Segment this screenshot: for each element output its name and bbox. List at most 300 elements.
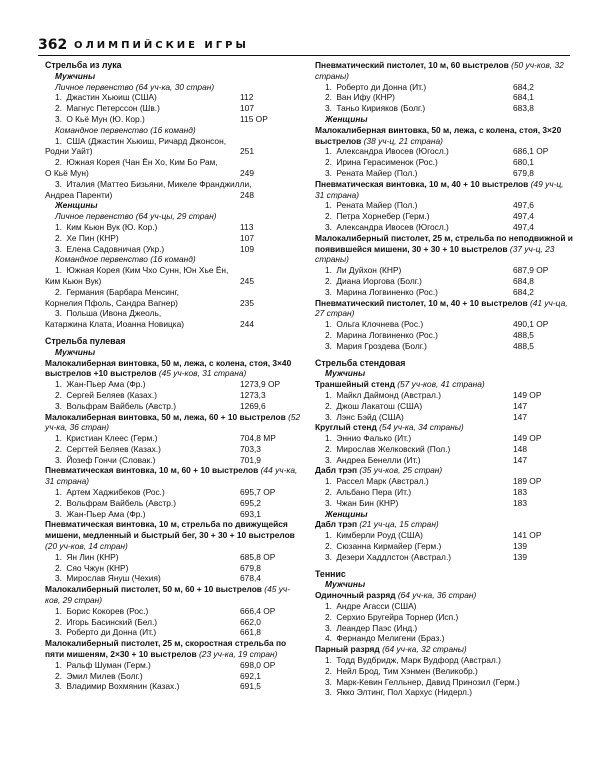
result-name: Вольфрам Вайбель (Австр.) [66,497,177,508]
result-name: Джош Лакатош (США) [336,400,423,411]
result-value: 683,8 [513,103,534,114]
event-participants: (37 уч-ц, 23 страны) [315,243,555,265]
event-heading [315,422,575,433]
event-heading [45,519,305,551]
result-place: 2. [325,443,332,454]
result-place: 3. [325,551,332,562]
gender-heading: Мужчины [325,579,366,590]
result-name: Сюзанна Кирмайер (Герм.) [336,541,442,552]
result-place: 2. [55,497,62,508]
event-title: Малокалиберная винтовка, 50 м, лежа, с колена, стоя, 3×20 выстрелов [315,124,562,146]
result-place: 2. [325,275,332,286]
result-row [45,573,305,584]
result-value: 685,8 ОР [240,551,276,562]
result-row [315,146,575,157]
result-row [315,265,575,276]
result-name: Корнелия Пфоль, Сандра Вагнер) [45,297,178,308]
result-row [45,444,305,455]
result-place: 1. [55,92,62,103]
result-name: Владимир Вохмянин (Казах.) [66,681,180,692]
result-value: 488,5 [513,329,534,340]
event-title: Пневматический пистолет, 10 м, 40 + 10 выстрелов [315,297,528,308]
result-row [45,498,305,509]
result-row [315,412,575,423]
result-place: 3. [55,454,62,465]
result-name: Андре Агасси (США) [336,601,417,612]
result-name: Мирослав Желковский (Пол.) [336,443,451,454]
event-heading [315,179,575,201]
result-name: Южная Корея (Ким Чхо Сунн, Юн Хье Ён, [66,265,229,276]
result-value: 248 [240,189,254,200]
result-row [315,390,575,401]
result-place: 1. [325,265,332,276]
page-number: 362 [38,37,68,53]
result-place: 1. [325,319,332,330]
result-place: 1. [325,476,332,487]
event-title: Малокалиберная винтовка, 50 м, лежа, 60 + 10 выстрелов [45,411,286,422]
result-place: 1. [325,530,332,541]
event-participants: (49 уч-ц, 31 страна) [315,178,564,200]
result-name: Сергей Беляев (Казах.) [66,389,157,400]
result-value: 687,9 ОР [513,265,549,276]
result-place: 2. [325,157,332,168]
result-place: 1. [55,265,62,276]
event-participants: (44 уч-ка, 31 страна) [45,465,298,487]
result-name: Вольфрам Вайбель (Австр.) [66,400,177,411]
result-value: 147 [513,411,527,422]
result-row [45,157,305,168]
result-name: Дезери Хаддлстон (Австрал.) [336,551,452,562]
result-place: 1. [325,655,332,666]
result-place: 1. [325,433,332,444]
result-value: 666,4 ОР [240,605,276,616]
result-value: 189 ОР [513,476,542,487]
event-heading [315,298,575,320]
result-name: Серхио Бругейра Торнер (Исп.) [336,611,459,622]
result-name: Таньо Кирияков (Болг.) [336,103,426,114]
result-value: 680,1 [513,157,534,168]
result-name: Якко Элтинг, Пол Хархус (Нидерл.) [336,687,472,698]
result-place: 2. [55,616,62,627]
result-row [45,265,305,276]
result-row [45,401,305,412]
result-name: Диана Иоргова (Болг.) [336,275,422,286]
result-name: Сергтей Беляев (Казах.) [66,443,161,454]
result-value: 251 [240,146,254,157]
result-value: 488,5 [513,340,534,351]
result-row [315,687,575,698]
result-row [45,379,305,390]
result-value: 679,8 [513,167,534,178]
result-name: Марк-Кевин Гелльнер, Давид Принозил (Герм.) [336,676,520,687]
result-name: Александра Ивосев (Югосл.) [336,221,449,232]
event-participants: (50 уч-ков, 32 страны) [315,60,564,81]
result-row [45,660,305,671]
event-heading [315,644,575,655]
result-place: 1. [55,551,62,562]
result-place: 2. [325,329,332,340]
event-title: Пневматическая винтовка, 10 м, стрельба по движущейся мишени, медленный и быстрый бег, 30 + 30 + 10 выстрелов [45,519,295,541]
result-name: Ким Кьюн Вук (Ю. Кор.) [66,221,158,232]
gender-heading: Мужчины [325,368,366,379]
result-row [315,401,575,412]
result-place: 3. [325,103,332,114]
event-heading [315,125,575,147]
result-place: 2. [325,665,332,676]
result-name: Елена Садовничая (Укр.) [66,243,165,254]
result-value: 662,0 [240,616,261,627]
result-place: 1. [325,81,332,92]
event-title: Малокалиберный пистолет, 25 м, скоростная стрельба по пяти мишеням, 2×30 + 10 выстрелов [45,638,287,660]
result-place: 3. [325,221,332,232]
result-value: 141 ОР [513,530,542,541]
result-name: Хе Пин (КНР) [66,232,119,243]
result-place: 1. [325,200,332,211]
result-value: 249 [240,167,254,178]
result-row [315,103,575,114]
result-place: 2. [55,443,62,454]
result-name: Рената Майер (Пол.) [336,200,418,211]
result-name: США (Джастин Хьюиш, Ричард Джонсон, [66,135,227,146]
event-heading [45,412,305,434]
event-title: Малокалиберная винтовка, 50 м, лежа, с колена, стоя, 3×40 выстрелов +10 выстрелов [45,357,292,379]
result-row [45,617,305,628]
result-place: 3. [325,622,332,633]
result-place: 3. [325,687,332,698]
result-name: Майкл Даймонд (Австрал.) [336,389,442,400]
result-continuation [45,168,305,179]
result-name: Фернандо Мелигени (Браз.) [336,633,445,644]
result-place: 3. [55,681,62,692]
result-continuation [45,319,305,330]
result-name: Польша (Ивона Джеоль, [66,308,162,319]
result-value: 112 [240,92,254,103]
result-place: 2. [325,400,332,411]
result-name: О Кьё Мун) [45,167,89,178]
result-row [45,433,305,444]
result-continuation [45,298,305,309]
result-row [315,476,575,487]
result-value: 1273,9 ОР [240,379,281,390]
event-title: Траншейный стенд [315,379,395,390]
result-value: 139 [513,541,527,552]
result-value: 703,3 [240,443,261,454]
event-title: Пневматический пистолет, 10 м, 60 выстрелов [315,60,509,70]
result-row [45,233,305,244]
section-heading: Стрельба пулевая [45,335,126,346]
result-row [45,627,305,638]
result-row [45,92,305,103]
result-place: 3. [55,308,62,319]
event-heading [45,358,305,380]
event-heading [315,60,575,82]
result-name: Эннио Фалько (Ит.) [336,433,412,444]
result-row [45,222,305,233]
result-name: Роберто ди Донна (Ит.) [336,81,427,92]
result-name: Леандер Паэс (Инд.) [336,622,418,633]
result-name: Мирослав Януш (Чехия) [66,573,161,584]
result-name: Ким Кьюн Вук) [45,275,102,286]
result-name: Магнус Петерссон (Шв.) [66,103,160,114]
section-heading: Теннис [315,568,346,579]
event-heading [315,379,575,390]
result-value: 107 [240,103,254,114]
result-name: Ральф Шуман (Герм.) [66,659,151,670]
event-title: Пневматическая винтовка, 10 м, 40 + 10 выстрелов [315,178,529,189]
result-value: 148 [513,443,527,454]
result-row [45,681,305,692]
event-title: Круглый стенд [315,422,377,433]
result-name: Эмил Милев (Болг.) [66,670,143,681]
result-place: 1. [55,659,62,670]
event-title: Дабл трэп [315,465,358,476]
result-name: Сяо Чжун (КНР) [66,562,129,573]
result-place: 1. [55,221,62,232]
event-participants: (21 уч-ца, 15 стран) [359,519,439,530]
result-row [45,671,305,682]
result-row [315,222,575,233]
event-participants: (23 уч-ка, 19 стран) [199,649,278,660]
result-name: Александра Ивосев (Югосл.) [336,146,449,157]
result-name: Мария Гроздева (Болг.) [336,340,427,351]
result-place: 2. [55,157,62,168]
result-value: 695,7 ОР [240,487,276,498]
result-name: Жан-Пьер Ама (Фр.) [66,379,146,390]
result-row [315,623,575,634]
result-row [315,200,575,211]
result-place: 2. [325,541,332,552]
result-value: 497,6 [513,200,534,211]
event-heading [315,590,575,601]
result-row [315,168,575,179]
result-name: Йозеф Гончи (Словак.) [66,454,156,465]
result-value: 686,1 ОР [513,146,549,157]
result-row [45,244,305,255]
result-value: 1269,6 [240,400,266,411]
result-name: Тодд Вудбридж, Марк Вудфорд (Австрал.) [336,655,501,666]
result-name: Ван Ифу (КНР) [336,92,395,103]
result-place: 2. [325,211,332,222]
event-participants: (20 уч-ков, 14 стран) [45,541,128,552]
result-place: 2. [55,232,62,243]
result-value: 693,1 [240,508,261,519]
result-place: 2. [55,286,62,297]
result-place: 1. [325,601,332,612]
result-value: 139 [513,551,527,562]
result-value: 704,8 МР [240,433,276,444]
result-row [45,179,305,190]
result-value: 684,8 [513,275,534,286]
result-name: Южная Корея (Чан Ён Хо, Ким Бо Рам, [66,157,218,168]
result-row [45,136,305,147]
result-value: 679,8 [240,562,261,573]
result-name: Марина Логвиненко (Рос.) [336,329,438,340]
result-name: Родни Уайт) [45,146,93,157]
result-value: 490,1 ОР [513,319,549,330]
result-value: 149 ОР [513,389,542,400]
result-value: 235 [240,297,254,308]
result-row [45,509,305,520]
result-name: Ли Дуйхон (КНР) [336,265,402,276]
result-row [315,276,575,287]
result-row [45,552,305,563]
result-place: 3. [55,113,62,124]
left-column [45,60,305,692]
result-place: 3. [325,411,332,422]
result-name: Андреа Паренти) [45,189,113,200]
result-row [315,330,575,341]
result-row [315,601,575,612]
result-row [315,677,575,688]
result-place: 2. [325,487,332,498]
result-value: 497,4 [513,221,534,232]
result-value: 695,2 [240,497,261,508]
event-title: Пневматическая винтовка, 10 м, 60 + 10 выстрелов [45,465,259,476]
result-name: Борис Кокорев (Рос.) [66,605,149,616]
result-value: 113 [240,221,254,232]
result-value: 684,2 [513,286,534,297]
result-row [45,487,305,498]
result-row [315,287,575,298]
result-row [315,633,575,644]
result-place: 3. [55,243,62,254]
event-title: Малокалиберный пистолет, 50 м, 60 + 10 выстрелов [45,584,262,595]
result-place: 2. [325,92,332,103]
event-participants: (45 уч-ков, 29 стран) [45,584,291,606]
result-row [315,455,575,466]
result-place: 1. [55,135,62,146]
result-place: 3. [55,178,62,189]
event-participants: (64 уч-ка, 36 стран) [397,590,477,601]
result-row [315,319,575,330]
result-value: 698,0 ОР [240,659,276,670]
result-row [315,444,575,455]
result-name: Андреа Бенелли (Ит.) [336,454,421,465]
result-place: 2. [55,103,62,114]
result-row [315,666,575,677]
event-title: Малокалиберный пистолет, 25 м, стрельба по неподвижной и появившейся мишени, 30 + 30 + 10 выстрелов [315,232,573,254]
result-name: Петра Хорнебер (Герм.) [336,211,430,222]
result-continuation [45,190,305,201]
event-title: Парный разряд [315,644,380,655]
category-heading: Командное первенство (16 команд) [55,124,196,135]
event-heading [45,638,305,660]
result-name: О Кьё Мун (Ю. Кор.) [66,113,145,124]
result-row [45,563,305,574]
result-name: Артем Хаджибеков (Рос.) [66,487,165,498]
section-heading: Стрельба из лука [45,60,122,70]
result-row [315,487,575,498]
result-row [315,433,575,444]
result-name: Джастин Хьюиш (США) [66,92,157,103]
result-place: 1. [325,146,332,157]
gender-heading: Мужчины [55,346,96,357]
result-value: 109 [240,243,254,254]
event-participants: (41 уч-ца, 27 стран) [315,297,568,319]
result-value: 147 [513,454,527,465]
event-heading [315,233,575,265]
result-place: 1. [55,487,62,498]
result-name: Ольга Клочнева (Рос.) [336,319,424,330]
result-value: 115 ОР [240,113,268,124]
result-value: 701,9 [240,454,261,465]
result-value: 691,5 [240,681,261,692]
result-place: 3. [325,497,332,508]
result-value: 684,1 [513,92,534,103]
result-row [45,308,305,319]
result-name: Катаржина Клата, Иоанна Новицка) [45,319,185,330]
result-row [45,606,305,617]
result-value: 149 ОР [513,433,542,444]
result-place: 2. [55,562,62,573]
section-heading: Стрельба стендовая [315,357,406,368]
result-row [315,655,575,666]
result-continuation [45,276,305,287]
right-column [315,60,575,698]
result-row [45,114,305,125]
gender-heading: Мужчины [55,70,96,81]
result-name: Рената Майер (Пол.) [336,167,418,178]
result-value: 183 [513,497,527,508]
result-name: Нейл Брод, Тим Хэнмен (Великобр.) [336,665,478,676]
result-value: 684,2 [513,81,534,92]
result-row [315,341,575,352]
result-row [315,211,575,222]
result-row [45,455,305,466]
result-value: 678,4 [240,573,261,584]
event-title: Одиночный разряд [315,590,396,601]
result-name: Ян Лин (КНР) [66,551,119,562]
result-value: 183 [513,487,527,498]
result-name: Игорь Басинский (Бел.) [66,616,158,627]
result-value: 147 [513,400,527,411]
result-row [45,390,305,401]
result-place: 1. [55,433,62,444]
result-place: 4. [325,633,332,644]
result-name: Альбано Пера (Ит.) [336,487,412,498]
result-place: 3. [55,573,62,584]
result-place: 3. [55,508,62,519]
result-place: 2. [55,389,62,400]
running-title: ОЛИМПИЙСКИЕ ИГРЫ [74,40,249,51]
result-name: Жан-Пьер Ама (Фр.) [66,508,146,519]
page-header [38,37,570,56]
result-name: Италия (Маттео Бизьяни, Микеле Франджилли, [66,178,252,189]
result-place: 3. [325,340,332,351]
result-row [315,612,575,623]
result-place: 2. [55,670,62,681]
gender-heading: Женщины [325,508,368,519]
result-value: 244 [240,319,254,330]
result-value: 497,4 [513,211,534,222]
result-row [315,498,575,509]
result-place: 3. [325,676,332,687]
event-participants: (52 уч-ка, 36 стран) [45,411,301,433]
result-place: 1. [55,605,62,616]
event-participants: (54 уч-ка, 34 страны) [379,422,464,433]
result-continuation [45,146,305,157]
result-row [315,552,575,563]
gender-heading: Женщины [325,113,368,124]
result-name: Роберто ди Донна (Ит.) [66,627,157,638]
result-value: 661,8 [240,627,261,638]
result-value: 1273,3 [240,389,266,400]
event-title: Дабл трэп [315,519,358,530]
result-row [315,530,575,541]
result-name: Чжан Бин (КНР) [336,497,399,508]
result-row [45,287,305,298]
result-name: Германия (Барбара Менсинг, [66,286,179,297]
